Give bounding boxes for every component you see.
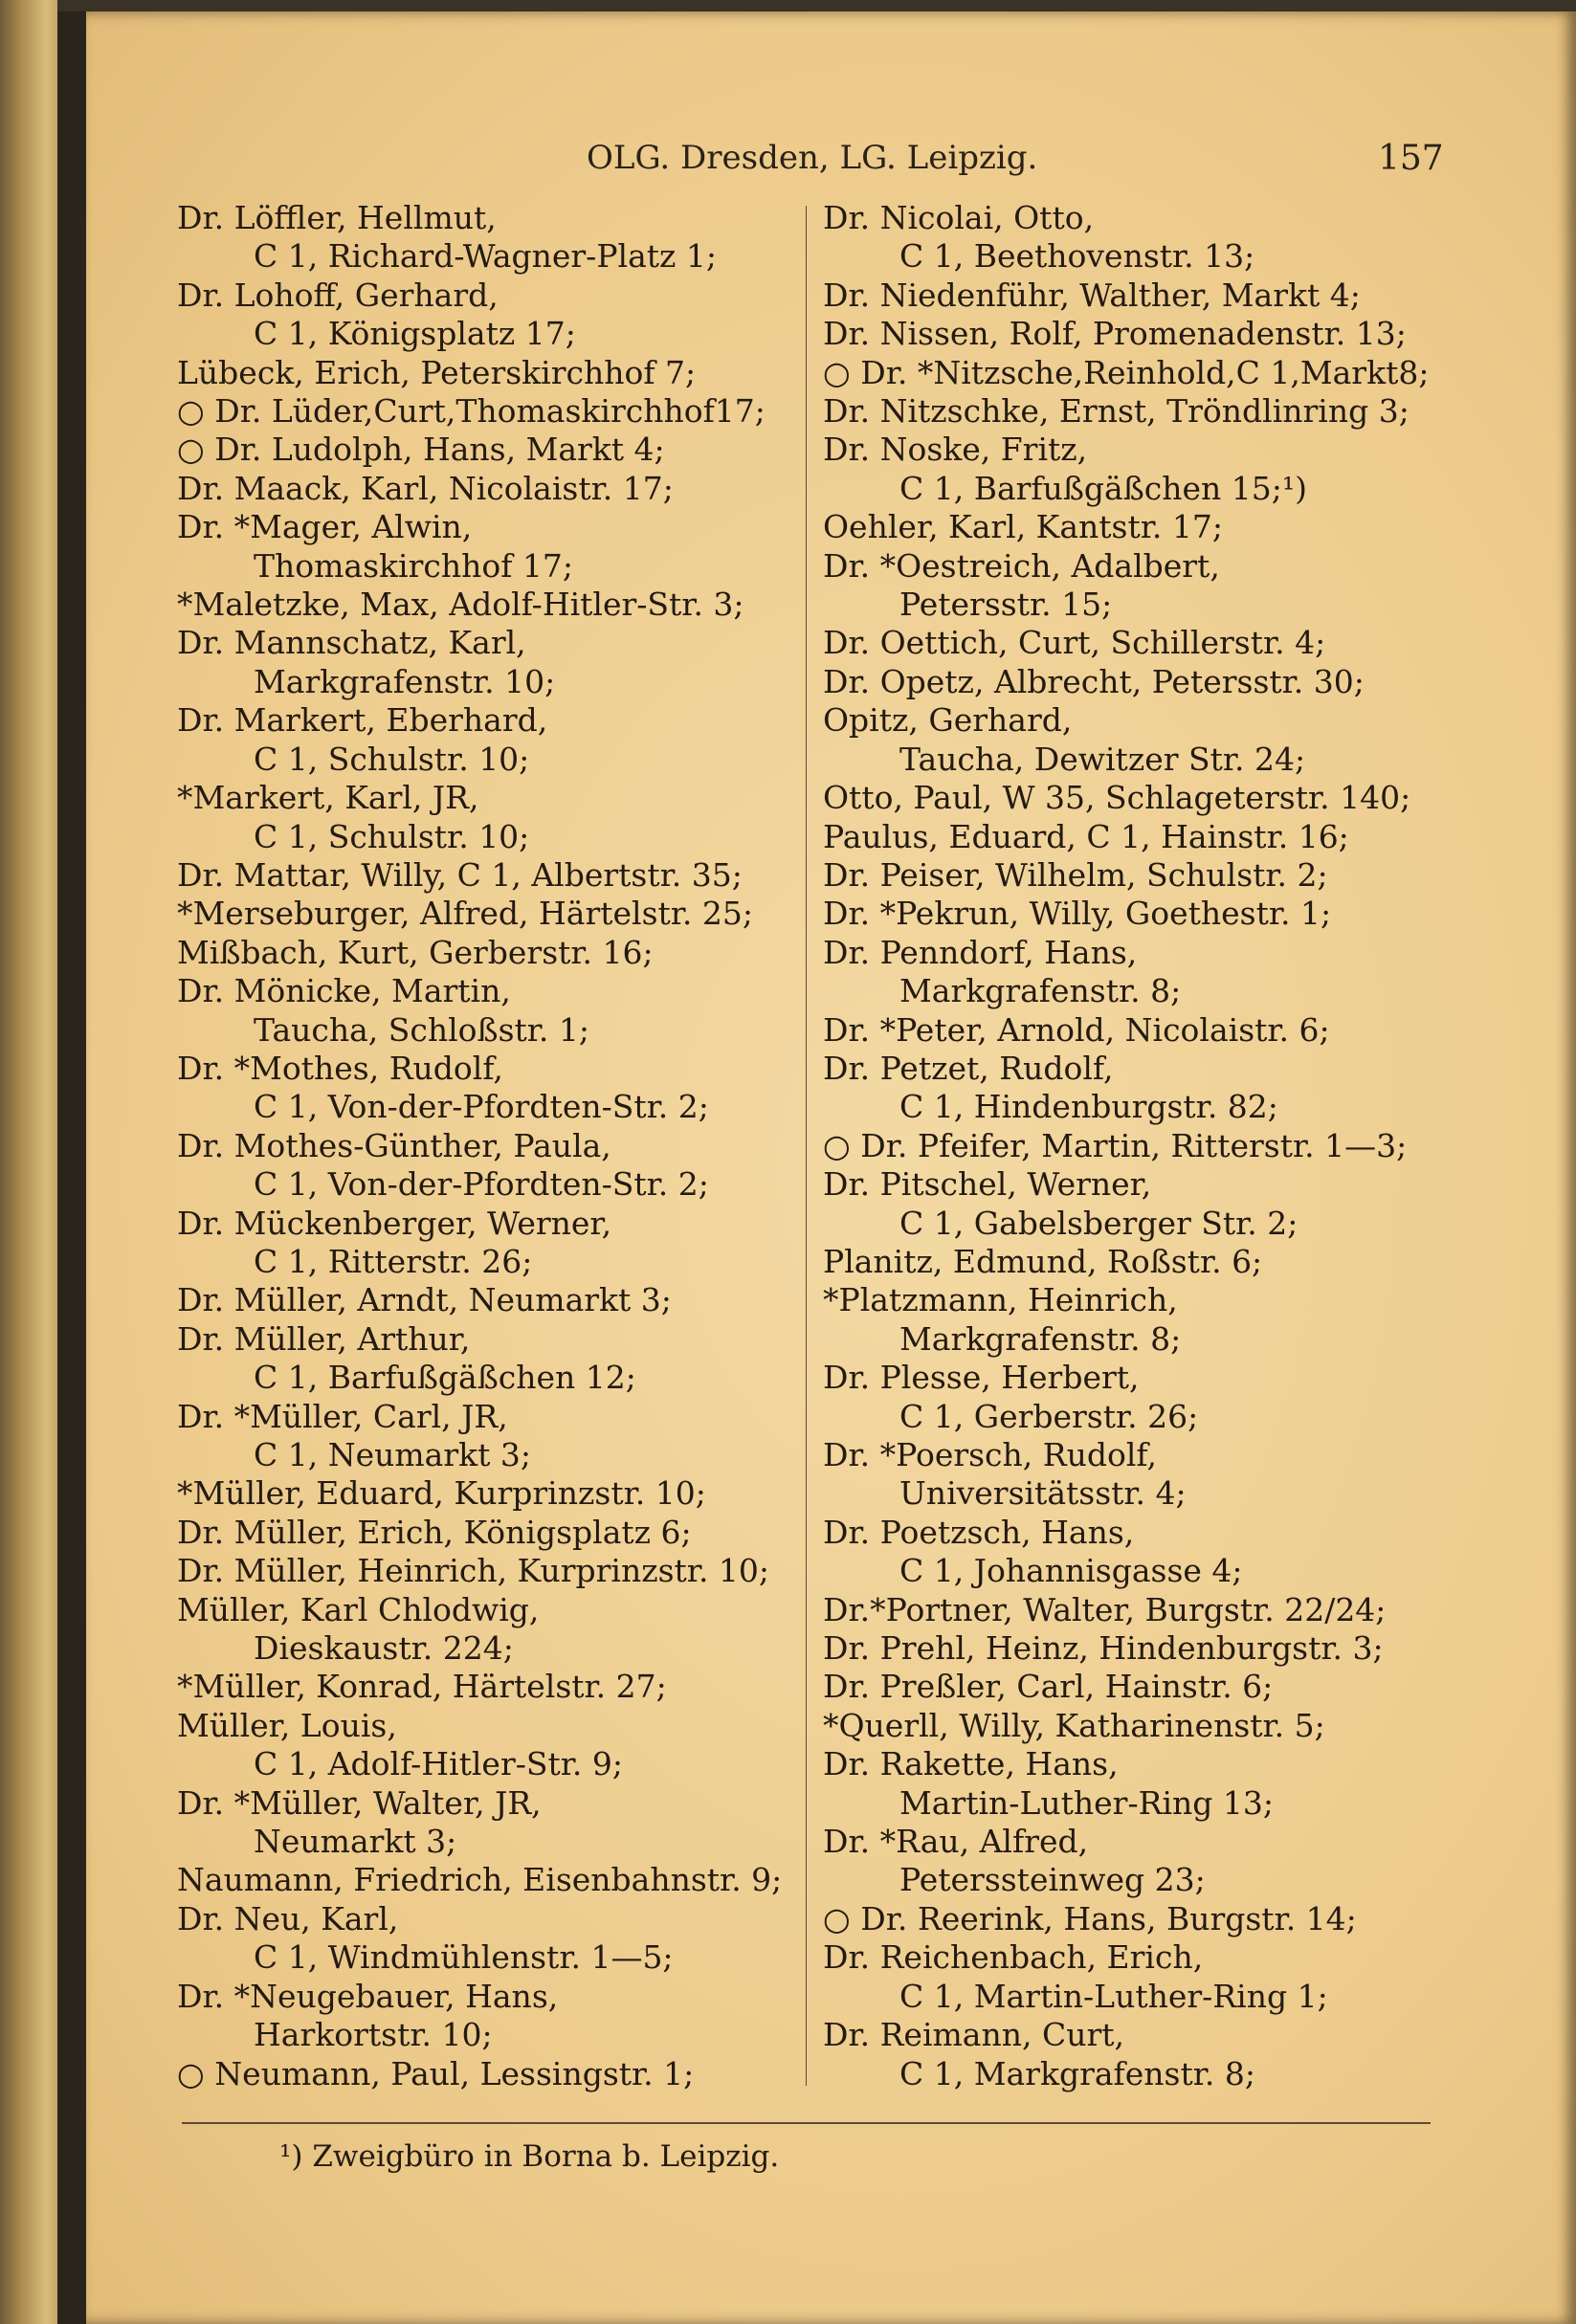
entry-address-line: C 1, Königsplatz 17;	[254, 315, 576, 353]
entry-line: Müller, Karl Chlodwig,	[177, 1590, 540, 1628]
entry-line: Dr. Müller, Erich, Königsplatz 6;	[177, 1513, 692, 1551]
entry-line: Dr.*Portner, Walter, Burgstr. 22/24;	[823, 1590, 1387, 1628]
entry-line: Dr. Neu, Karl,	[177, 1899, 399, 1937]
entry-line: Dr. Penndorf, Hans,	[823, 933, 1138, 971]
entry-line: Dr. Plesse, Herbert,	[823, 1359, 1140, 1397]
entry-line: *Platzmann, Heinrich,	[823, 1281, 1178, 1319]
entry-line: Dr. Peiser, Wilhelm, Schulstr. 2;	[823, 855, 1328, 894]
entry-line: ○ Dr. Pfeifer, Martin, Ritterstr. 1—3;	[823, 1126, 1408, 1164]
entry-address-line: C 1, Barfußgäßchen 15;¹)	[899, 469, 1307, 507]
entry-address-line: Petersstr. 15;	[899, 586, 1113, 624]
entry-line: ○ Dr. *Nitzsche,Reinhold,C 1,Markt8;	[823, 353, 1430, 391]
entry-line: Paulus, Eduard, C 1, Hainstr. 16;	[823, 817, 1349, 855]
entry-line: Dr. Nissen, Rolf, Promenadenstr. 13;	[823, 315, 1407, 353]
entry-line: Dr. Mückenberger, Werner,	[177, 1204, 612, 1242]
entry-address-line: C 1, Gerberstr. 26;	[899, 1397, 1199, 1435]
entry-line: ○ Dr. Ludolph, Hans, Markt 4;	[177, 431, 665, 469]
entry-line: Dr. Pitschel, Werner,	[823, 1165, 1152, 1204]
entry-line: *Müller, Eduard, Kurprinzstr. 10;	[177, 1474, 706, 1513]
entry-line: Dr. Reimann, Curt,	[823, 2016, 1124, 2054]
entry-line: Dr. Opetz, Albrecht, Petersstr. 30;	[823, 662, 1365, 700]
entry-line: Dr. *Mager, Alwin,	[177, 508, 473, 546]
entry-line: Dr. Markert, Eberhard,	[177, 701, 548, 740]
running-title: OLG. Dresden, LG. Leipzig.	[587, 139, 1038, 177]
entry-line: Dr. Reichenbach, Erich,	[823, 1938, 1204, 1977]
entry-line: Oehler, Karl, Kantstr. 17;	[823, 508, 1223, 546]
entry-address-line: Dieskaustr. 224;	[254, 1629, 514, 1668]
entry-line: Müller, Louis,	[177, 1706, 397, 1744]
entry-address-line: C 1, Barfußgäßchen 12;	[254, 1359, 636, 1397]
entry-line: Dr. Nicolai, Otto,	[823, 199, 1095, 236]
entry-line: Dr. Müller, Arndt, Neumarkt 3;	[177, 1281, 672, 1319]
entry-address-line: C 1, Martin-Luther-Ring 1;	[899, 1977, 1328, 2015]
entry-line: Dr. *Müller, Walter, JR,	[177, 1783, 542, 1822]
entry-line: Dr. Mattar, Willy, C 1, Albertstr. 35;	[177, 855, 743, 894]
entry-line: Dr. Löffler, Hellmut,	[177, 199, 497, 236]
entry-line: Mißbach, Kurt, Gerberstr. 16;	[177, 933, 654, 971]
entry-line: Dr. Müller, Arthur,	[177, 1319, 471, 1358]
entry-line: Dr. Noske, Fritz,	[823, 431, 1088, 469]
book-spine	[0, 0, 57, 2324]
entry-address-line: Taucha, Schloßstr. 1;	[254, 1010, 590, 1049]
entry-address-line: Harkortstr. 10;	[254, 2016, 493, 2054]
page-number: 157	[1378, 139, 1444, 178]
entry-address-line: Markgrafenstr. 8;	[899, 972, 1182, 1010]
entry-line: Dr. Prehl, Heinz, Hindenburgstr. 3;	[823, 1629, 1384, 1668]
entry-address-line: Martin-Luther-Ring 13;	[899, 1783, 1274, 1822]
entry-line: Dr. Maack, Karl, Nicolaistr. 17;	[177, 469, 674, 507]
entry-address-line: Universitätsstr. 4;	[899, 1474, 1187, 1513]
entry-line: Dr. Petzet, Rudolf,	[823, 1049, 1114, 1087]
entry-line: Otto, Paul, W 35, Schlageterstr. 140;	[823, 779, 1411, 817]
entry-line: Dr. Mothes-Günther, Paula,	[177, 1126, 611, 1164]
entry-address-line: C 1, Ritterstr. 26;	[254, 1242, 533, 1280]
column-divider	[806, 206, 807, 2086]
entry-line: Dr. *Oestreich, Adalbert,	[823, 546, 1220, 585]
left-column	[177, 199, 809, 2093]
entry-line: Lübeck, Erich, Peterskirchhof 7;	[177, 353, 697, 391]
entry-line: ○ Neumann, Paul, Lessingstr. 1;	[177, 2054, 695, 2092]
entry-address-line: C 1, Schulstr. 10;	[254, 740, 530, 778]
footnote: ¹) Zweigbüro in Borna b. Leipzig.	[279, 2139, 780, 2174]
entry-line: Dr. *Poersch, Rudolf,	[823, 1436, 1157, 1473]
entry-line: *Müller, Konrad, Härtelstr. 27;	[177, 1668, 667, 1706]
entry-address-line: C 1, Schulstr. 10;	[254, 817, 530, 855]
entry-line: Dr. *Peter, Arnold, Nicolaistr. 6;	[823, 1010, 1330, 1049]
entry-address-line: C 1, Richard-Wagner-Platz 1;	[254, 237, 718, 276]
entry-address-line: Peterssteinweg 23;	[899, 1861, 1206, 1899]
entry-line: Dr. Preßler, Carl, Hainstr. 6;	[823, 1668, 1274, 1706]
entry-address-line: C 1, Markgrafenstr. 8;	[899, 2054, 1255, 2092]
entry-line: Dr. *Pekrun, Willy, Goethestr. 1;	[823, 895, 1332, 933]
entry-address-line: Taucha, Dewitzer Str. 24;	[899, 740, 1306, 778]
entry-line: *Markert, Karl, JR,	[177, 779, 479, 817]
entry-line: Dr. *Rau, Alfred,	[823, 1823, 1089, 1861]
entry-address-line: Markgrafenstr. 8;	[899, 1319, 1182, 1358]
entry-address-line: C 1, Von-der-Pfordten-Str. 2;	[254, 1165, 709, 1204]
entry-line: Dr. Niedenführ, Walther, Markt 4;	[823, 276, 1361, 314]
entry-line: ○ Dr. Lüder,Curt,Thomaskirchhof17;	[177, 392, 766, 431]
entry-line: ○ Dr. Reerink, Hans, Burgstr. 14;	[823, 1899, 1357, 1937]
entry-address-line: C 1, Adolf-Hitler-Str. 9;	[254, 1745, 623, 1783]
entry-address-line: C 1, Gabelsberger Str. 2;	[899, 1204, 1299, 1242]
entry-line: Planitz, Edmund, Roßstr. 6;	[823, 1242, 1263, 1280]
entry-address-line: C 1, Hindenburgstr. 82;	[899, 1088, 1278, 1126]
entry-address-line: C 1, Von-der-Pfordten-Str. 2;	[254, 1088, 709, 1126]
entry-line: Dr. *Neugebauer, Hans,	[177, 1977, 559, 2015]
entry-line: Dr. Mönicke, Martin,	[177, 972, 511, 1010]
entry-line: *Querll, Willy, Katharinenstr. 5;	[823, 1706, 1325, 1744]
entry-address-line: Thomaskirchhof 17;	[254, 546, 574, 585]
right-column	[823, 199, 1445, 2093]
entry-address-line: C 1, Neumarkt 3;	[254, 1436, 531, 1473]
entry-line: Dr. Lohoff, Gerhard,	[177, 276, 499, 314]
entry-line: Naumann, Friedrich, Eisenbahnstr. 9;	[177, 1861, 783, 1899]
entry-address-line: Neumarkt 3;	[254, 1823, 457, 1861]
entry-address-line: Markgrafenstr. 10;	[254, 662, 556, 700]
entry-address-line: C 1, Windmühlenstr. 1—5;	[254, 1938, 674, 1977]
entry-line: Dr. Rakette, Hans,	[823, 1745, 1119, 1783]
entry-line: Dr. *Mothes, Rudolf,	[177, 1049, 503, 1087]
entry-line: Dr. *Müller, Carl, JR,	[177, 1397, 508, 1435]
entry-line: Dr. Müller, Heinrich, Kurprinzstr. 10;	[177, 1552, 770, 1590]
entry-line: Dr. Poetzsch, Hans,	[823, 1513, 1135, 1551]
entry-line: Dr. Nitzschke, Ernst, Tröndlinring 3;	[823, 392, 1410, 431]
entry-address-line: C 1, Beethovenstr. 13;	[899, 237, 1255, 276]
entry-line: Opitz, Gerhard,	[823, 701, 1073, 740]
entry-line: Dr. Oettich, Curt, Schillerstr. 4;	[823, 624, 1326, 662]
entry-line: Dr. Mannschatz, Karl,	[177, 624, 526, 662]
entry-line: *Merseburger, Alfred, Härtelstr. 25;	[177, 895, 754, 933]
entry-address-line: C 1, Johannisgasse 4;	[899, 1552, 1243, 1590]
footnote-rule	[182, 2122, 1431, 2124]
entry-line: *Maletzke, Max, Adolf-Hitler-Str. 3;	[177, 586, 744, 624]
top-edge	[0, 0, 1576, 11]
